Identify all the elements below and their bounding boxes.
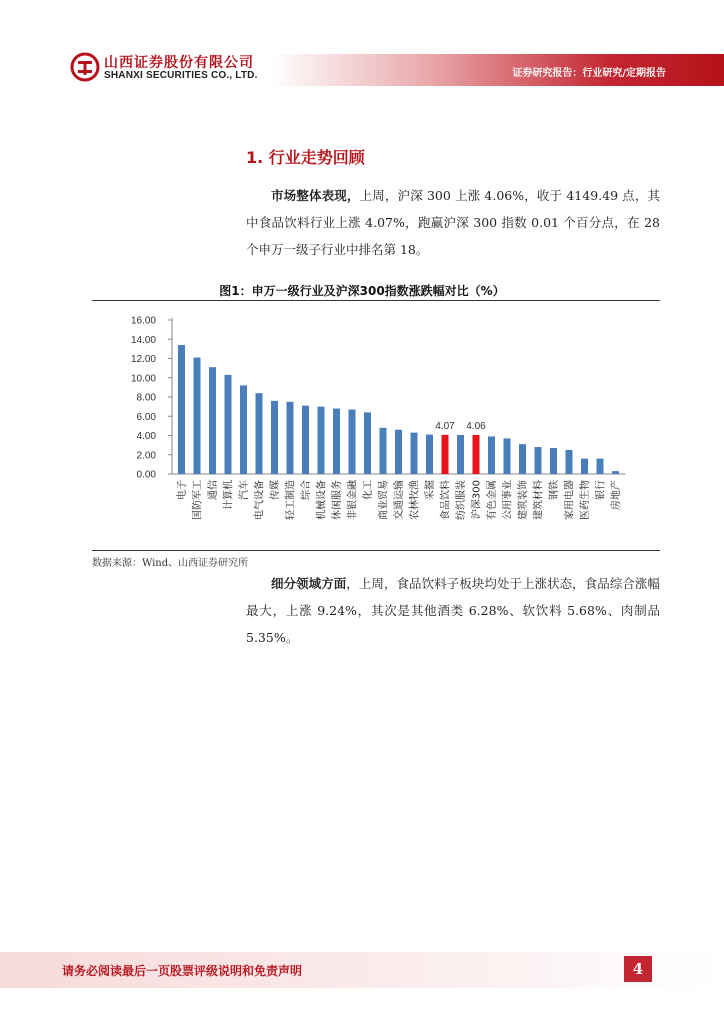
y-tick-label: 14.00 [130,334,156,346]
category-label: 公用事业 [502,480,514,520]
category-label: 有色金属 [487,480,498,520]
bar-沪深300 [473,435,480,474]
company-name-en: SHANXI SECURITIES CO., LTD. [104,70,258,81]
bar-轻工制造 [287,402,294,474]
report-type: 证券研究报告：行业研究/定期报告 [512,68,666,79]
bar-交通运输 [395,430,402,474]
category-label: 纺织服装 [456,480,467,520]
bar-传媒 [271,401,278,474]
y-tick-label: 12.00 [130,354,156,365]
category-label: 食品饮料 [440,480,452,520]
bar-计算机 [225,375,232,474]
paragraph-body: ，上周，食品饮料子板块均处于上涨状态，食品综合涨幅最大，上涨 9.24%，其次是其他酒类 6.28%、软饮料 5.68%、肉制品 5.35%。 [246,576,660,645]
page-number: 4 [624,956,652,982]
category-label: 国防军工 [192,480,204,520]
bar-采掘 [426,435,433,474]
y-tick-label: 4.00 [136,431,156,442]
category-label: 机械设备 [316,480,328,520]
category-label: 钢铁 [549,480,560,500]
category-label: 家用电器 [564,480,576,520]
bar-有色金属 [488,436,495,474]
y-tick-label: 0.00 [136,469,156,481]
bar-非银金融 [349,410,356,474]
y-tick-label: 8.00 [136,392,156,404]
category-label: 传媒 [270,480,281,500]
figure-title: 图1：申万一级行业及沪深300指数涨跌幅对比（%） [219,284,505,298]
bar-房地产 [612,471,619,474]
bar-公用事业 [504,438,511,474]
category-label: 轻工制造 [285,480,297,520]
data-label-沪深300: 4.06 [466,420,486,432]
bar-建筑装饰 [519,444,526,474]
y-tick-label: 6.00 [136,411,156,423]
bar-建筑材料 [535,447,542,474]
bar-机械设备 [318,407,325,474]
category-label: 计算机 [223,480,235,510]
bar-电子 [178,345,185,474]
category-label: 非银金融 [347,480,359,520]
category-label: 商业贸易 [378,480,390,520]
section-title: 1. 行业走势回顾 [246,148,365,167]
bar-汽车 [240,385,247,474]
paragraph-body: 上周，沪深 300 上涨 4.06%，收于 4149.49 点，其中食品饮料行业上涨 4.07%，跑赢沪深 300 指数 0.01 个百分点，在 28 个申万一级子行业中排名第 18。 [246,188,660,257]
category-label: 通信 [208,480,219,500]
bar-银行 [597,459,604,474]
y-tick-label: 2.00 [136,450,156,462]
category-label: 房地产 [611,480,622,510]
bar-通信 [209,367,216,474]
company-name-cn: 山西证券股份有限公司 [104,55,254,71]
category-label: 电气设备 [254,480,266,520]
paragraph-subsectors [246,570,660,651]
industry-return-chart [92,304,660,548]
bar-家用电器 [566,450,573,474]
bar-商业贸易 [380,428,387,474]
bar-钢铁 [550,448,557,474]
category-label: 银行 [595,480,607,500]
bar-食品饮料 [442,435,449,474]
category-label: 建筑装饰 [518,480,529,520]
bar-医药生物 [581,459,588,474]
figure-source: 数据来源：Wind、山西证券研究所 [92,558,249,569]
category-label: 医药生物 [580,480,591,520]
category-label: 化工 [363,480,374,500]
bar-国防军工 [194,358,201,474]
category-label: 电子 [177,480,188,500]
y-tick-label: 16.00 [130,315,156,327]
category-label: 建筑材料 [533,480,545,520]
category-label: 休闲服务 [332,480,343,520]
company-logo-icon [70,52,100,82]
data-label-食品饮料: 4.07 [435,420,455,432]
category-label: 沪深300 [471,480,483,520]
figure-top-rule [92,300,660,301]
figure-bottom-rule [92,550,660,551]
y-tick-label: 10.00 [130,373,156,385]
disclaimer-notice: 请务必阅读最后一页股票评级说明和免责声明 [62,964,303,978]
bar-农林牧渔 [411,433,418,474]
category-label: 采掘 [425,480,436,500]
page-header [0,0,724,100]
bar-综合 [302,406,309,474]
bar-休闲服务 [333,409,340,474]
category-label: 汽车 [239,480,250,500]
paragraph-lead: 细分领域方面 [271,576,347,591]
bar-电气设备 [256,393,263,474]
category-label: 交通运输 [394,480,405,520]
paragraph-market-overview [246,182,660,263]
category-label: 农林牧渔 [409,480,421,520]
paragraph-lead: 市场整体表现， [271,188,360,203]
bar-化工 [364,412,371,474]
category-label: 综合 [301,480,312,500]
bar-纺织服装 [457,435,464,474]
